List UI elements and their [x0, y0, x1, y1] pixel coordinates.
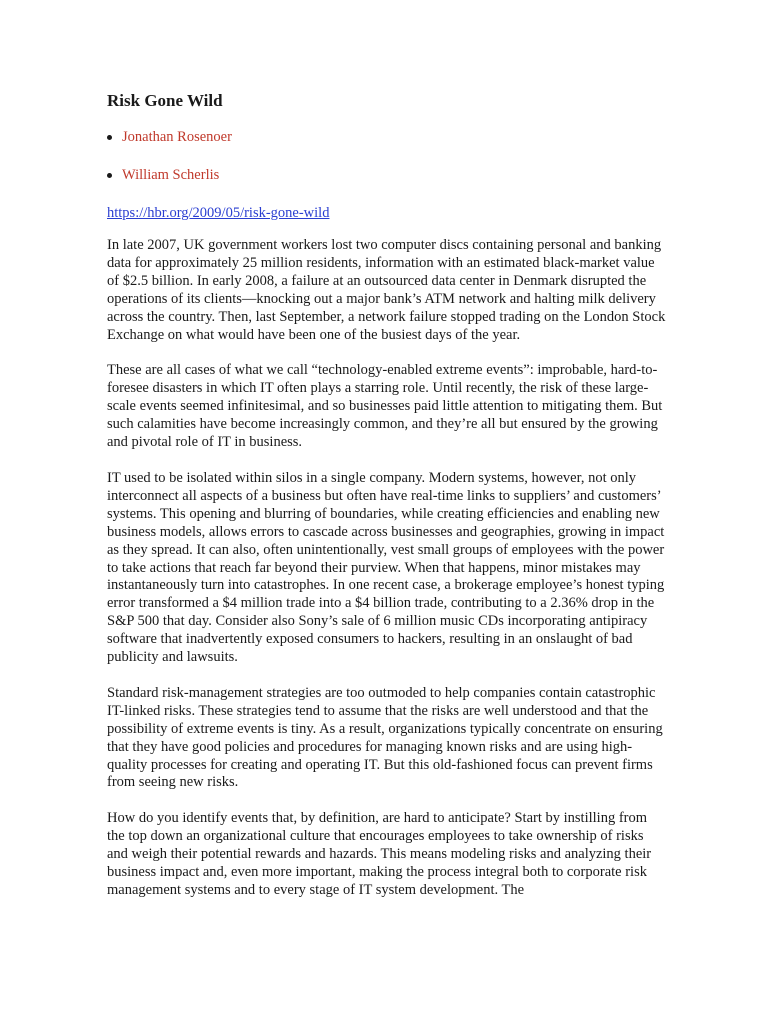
paragraph: How do you identify events that, by definition, are hard to anticipate? Start by instilling from the top down an organizational culture that encourages employees to take ownership of risks and weigh their potential rewards and hazards. This means modeling risks and analyzing their business impact and, even more important, making the process integral both to corporate risk management systems and to every stage of IT system development. The — [107, 810, 652, 898]
author-item — [107, 128, 668, 146]
paragraph: Standard risk-management strategies are too outmoded to help companies contain catastrophic IT-linked risks. These strategies tend to assume that the risks are well understood and that the possibility of extreme events is tiny. As a result, organizations typically concentrate on ensuring that they have good policies and procedures for managing known risks and are using high-quality processes for creating and operating IT. But this old-fashioned focus can prevent firms from seeing new risks. — [107, 684, 663, 791]
author-link-scherlis[interactable]: William Scherlis — [122, 167, 220, 183]
author-list — [107, 128, 668, 184]
bullet-icon — [107, 135, 112, 140]
paragraph: In late 2007, UK government workers lost two computer discs containing personal and banking data for approximately 25 million residents, information with an estimated black-market value of $2.5 billion. In early 2008, a failure at an outsourced data center in Denmark disrupted the operations of its clients—knocking out a major bank’s ATM network and halting milk delivery across the country. Then, last September, a network failure stopped trading on the London Stock Exchange on what would have been one of the busiest days of the year. — [107, 237, 666, 343]
article-title: Risk Gone Wild — [107, 91, 223, 110]
author-link-rosenoer[interactable]: Jonathan Rosenoer — [122, 129, 232, 145]
source-url-link[interactable]: https://hbr.org/2009/05/risk-gone-wild — [107, 205, 330, 221]
bullet-icon — [107, 173, 112, 178]
paragraph: These are all cases of what we call “technology-enabled extreme events”: improbable, hard-to-foresee disasters in which IT often plays a starring role. Until recently, the risk of these large-scale events seemed infinitesimal, and so businesses paid little attention to mitigating them. But such calamities have become increasingly common, and they’re all but ensured by the growing and pivotal role of IT in business. — [107, 362, 663, 451]
paragraph: IT used to be isolated within silos in a single company. Modern systems, however, not only interconnect all aspects of a business but often have real-time links to suppliers’ and customers’ systems. This opening and blurring of boundaries, while creating efficiencies and enabling new business models, allows errors to cascade across businesses and geographies, growing in impact as they spread. It can also, often unintentionally, vest small groups of employees with the power to take actions that reach far beyond their purview. When that happens, minor mistakes may instantaneously turn into catastrophes. In one recent case, a brokerage employee’s honest typing error transformed a $4 million trade into a $4 billion trade, contributing to a 2.36% drop in the S&P 500 that day. Consider also Sony’s sale of 6 million music CDs incorporating antipiracy software that inadvertently exposed consumers to hackers, resulting in an onslaught of bad publicity and lawsuits. — [107, 469, 665, 666]
author-item — [107, 166, 668, 184]
article-body — [107, 237, 668, 900]
